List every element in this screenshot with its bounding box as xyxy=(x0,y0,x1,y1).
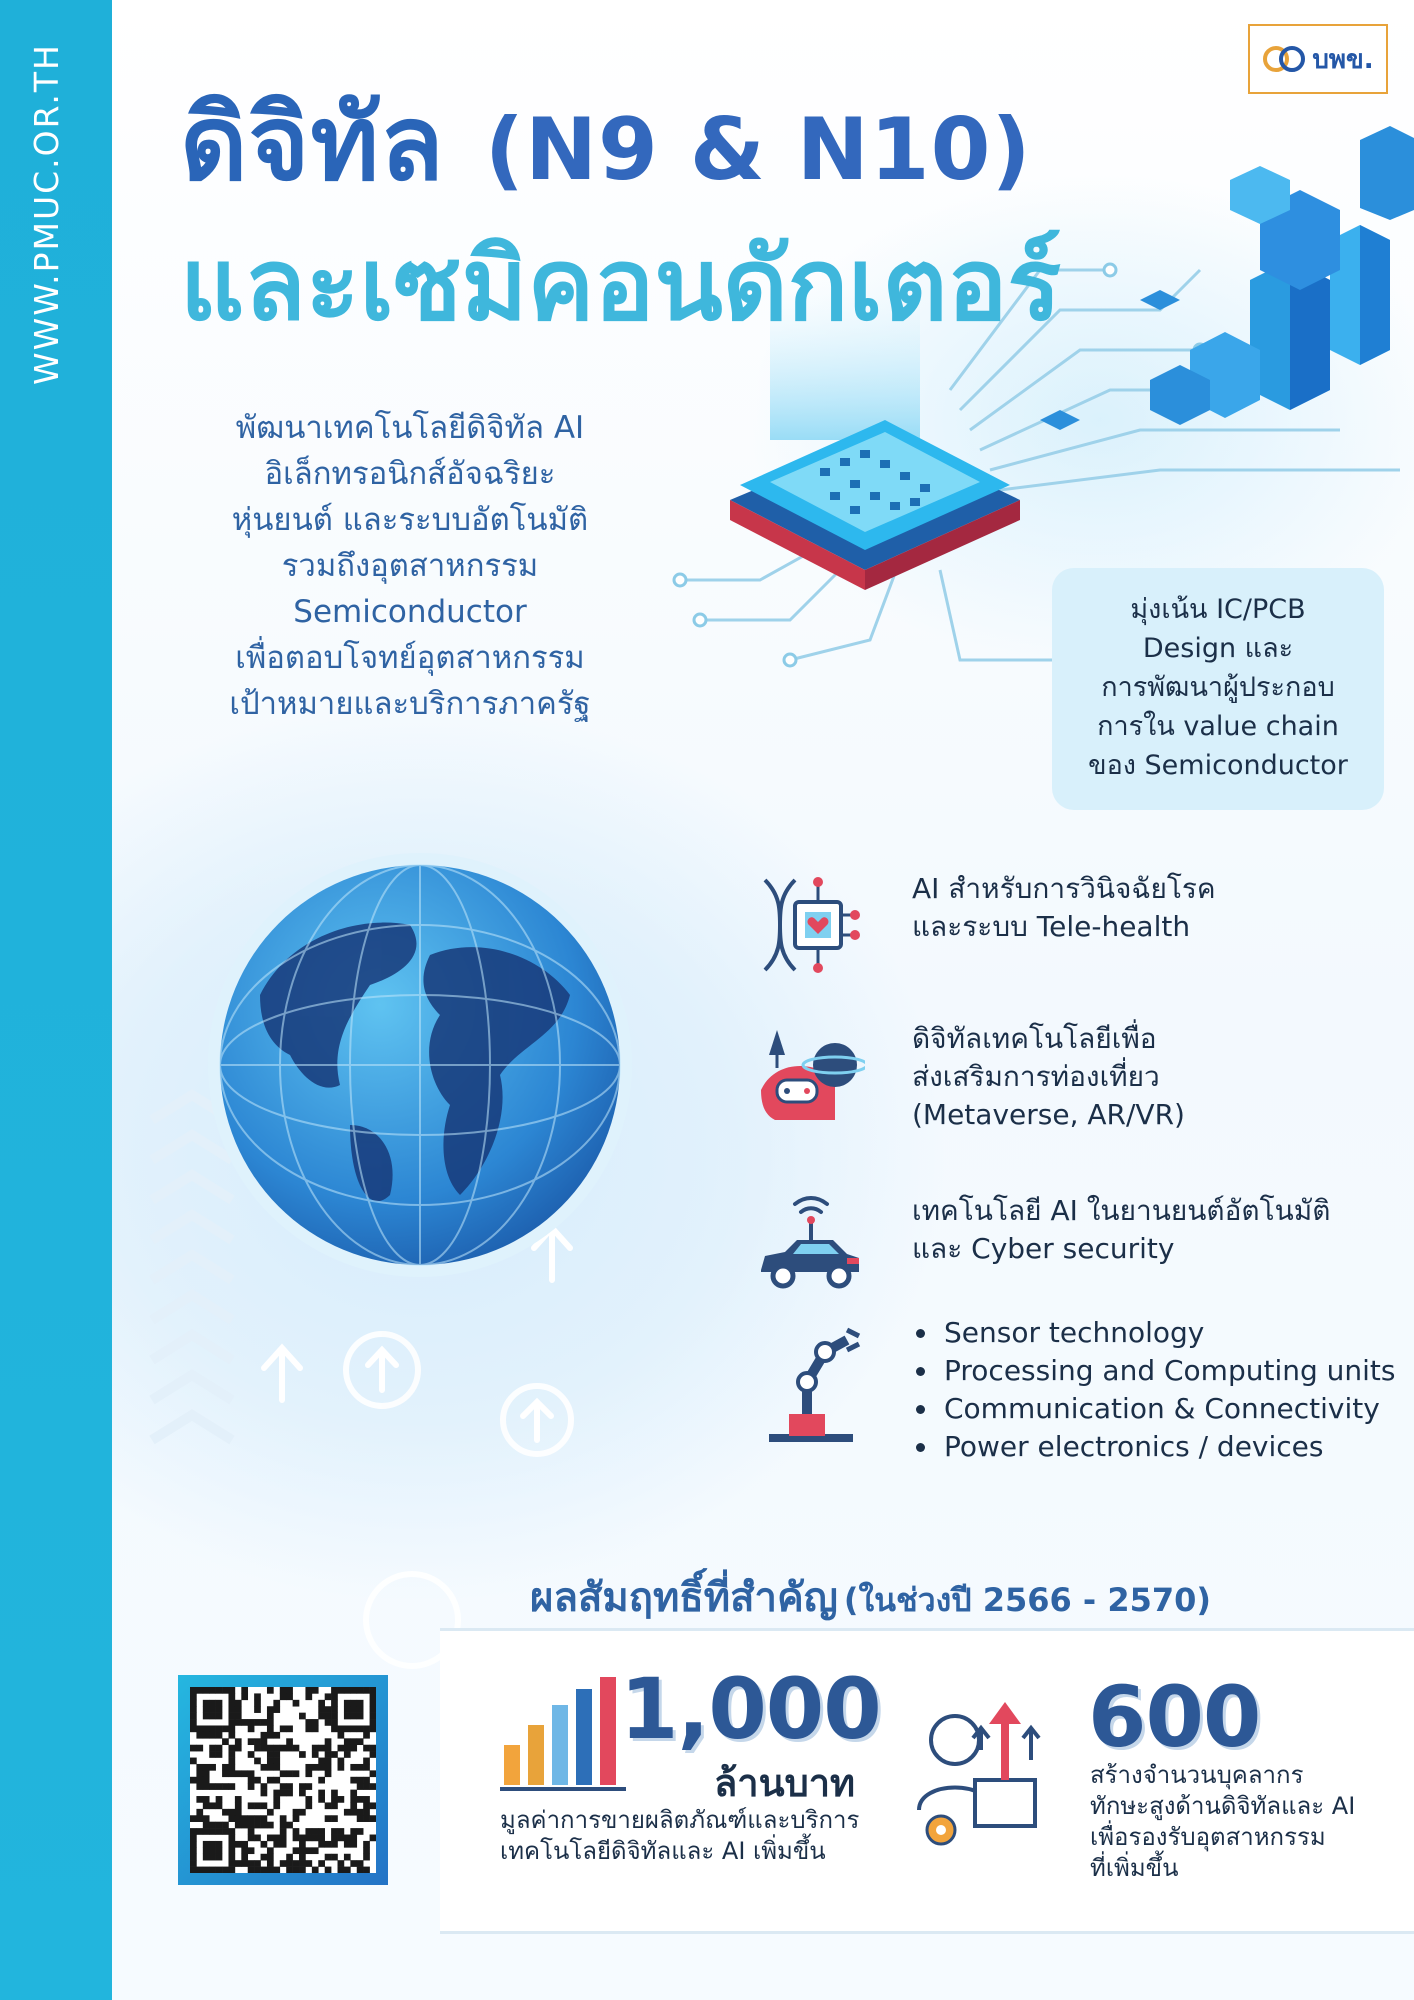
sales-description xyxy=(500,1805,859,1867)
sales-unit: ล้านบาท xyxy=(714,1761,856,1805)
bar-growth-icon xyxy=(500,1675,630,1795)
robot-arm-icon xyxy=(755,1312,865,1442)
intro-line: หุ่นยนต์ และระบบอัตโนมัติ xyxy=(231,502,589,538)
results-heading xyxy=(530,1565,1211,1629)
autonomous-car-icon xyxy=(755,1192,865,1302)
desc-line: สร้างจำนวนบุคลากร xyxy=(1090,1761,1304,1789)
focus-line: ของ Semiconductor xyxy=(1088,750,1348,781)
bullet-item: Processing and Computing units xyxy=(912,1352,1396,1390)
metaverse-planet-icon xyxy=(755,1020,865,1130)
focus-line: การใน value chain xyxy=(1097,711,1339,742)
focus-line: การพัฒนาผู้ประกอบ xyxy=(1101,672,1335,703)
title-line1 xyxy=(180,60,1032,225)
intro-line: เป้าหมายและบริการภาครัฐ xyxy=(229,686,591,722)
feature-text xyxy=(912,1020,1185,1134)
intro-line: พัฒนาเทคโนโลยีดิจิทัล AI xyxy=(235,410,585,446)
dna-health-chip-icon xyxy=(755,870,865,980)
feature-line: ดิจิทัลเทคโนโลยีเพื่อ xyxy=(912,1022,1157,1055)
focus-line: มุ่งเน้น IC/PCB xyxy=(1130,594,1306,625)
feature-line: เทคโนโลยี AI ในยานยนต์อัตโนมัติ xyxy=(912,1194,1331,1227)
feature-text xyxy=(912,870,1216,946)
intro-line: รวมถึงอุตสาหกรรม xyxy=(281,548,539,584)
results-range: (ในช่วงปี 2566 - 2570) xyxy=(843,1581,1212,1619)
qr-code-image xyxy=(190,1687,376,1873)
intro-line: อิเล็กทรอนิกส์อัจฉริยะ xyxy=(264,456,556,492)
people-value: 600 xyxy=(1088,1668,1261,1766)
feature-line: AI สำหรับการวินิจฉัยโรค xyxy=(912,872,1216,905)
title-sub: (N9 & N10) xyxy=(484,100,1032,200)
person-growth-icon xyxy=(905,1690,1075,1860)
desc-line: ที่เพิ่มขึ้น xyxy=(1090,1854,1179,1882)
desc-line: เพื่อรองรับอุตสาหกรรม xyxy=(1090,1823,1326,1851)
feature-text xyxy=(912,1314,1396,1466)
website-url[interactable]: WWW.PMUC.OR.TH xyxy=(27,43,66,385)
desc-line: ทักษะสูงด้านดิจิทัลและ AI xyxy=(1090,1792,1356,1820)
feature-line: (Metaverse, AR/VR) xyxy=(912,1098,1185,1131)
bullet-item: Power electronics / devices xyxy=(912,1428,1396,1466)
bullet-item: Communication & Connectivity xyxy=(912,1390,1396,1428)
intro-text xyxy=(200,405,620,727)
results-title: ผลสัมฤทธิ์ที่สำคัญ xyxy=(530,1575,838,1621)
bullet-list xyxy=(912,1314,1396,1466)
globe-illustration xyxy=(200,845,640,1285)
intro-line: เพื่อตอบโจทย์อุตสาหกรรม xyxy=(235,640,585,676)
logo-mark-icon xyxy=(1262,44,1306,74)
desc-line: เทคโนโลยีดิจิทัลและ AI เพิ่มขึ้น xyxy=(500,1837,826,1865)
focus-line: Design และ xyxy=(1142,633,1294,664)
pmuc-logo xyxy=(1248,24,1388,94)
feature-line: และ Cyber security xyxy=(912,1232,1175,1265)
logo-text: บพข. xyxy=(1312,44,1374,75)
qr-pattern-icon xyxy=(190,1687,376,1873)
desc-line: มูลค่าการขายผลิตภัณฑ์และบริการ xyxy=(500,1806,860,1834)
title-line2: และเซมิคอนดักเตอร์ xyxy=(180,226,1062,343)
feature-line: ส่งเสริมการท่องเที่ยว xyxy=(912,1060,1160,1093)
sales-value: 1,000 xyxy=(620,1660,881,1758)
bullet-item: Sensor technology xyxy=(912,1314,1396,1352)
feature-line: และระบบ Tele-health xyxy=(912,910,1191,943)
intro-line: Semiconductor xyxy=(293,594,527,630)
feature-text xyxy=(912,1192,1330,1268)
qr-code[interactable] xyxy=(178,1675,388,1885)
focus-box xyxy=(1052,568,1384,810)
people-description xyxy=(1090,1760,1355,1884)
title-main: ดิจิทัล xyxy=(180,82,445,204)
